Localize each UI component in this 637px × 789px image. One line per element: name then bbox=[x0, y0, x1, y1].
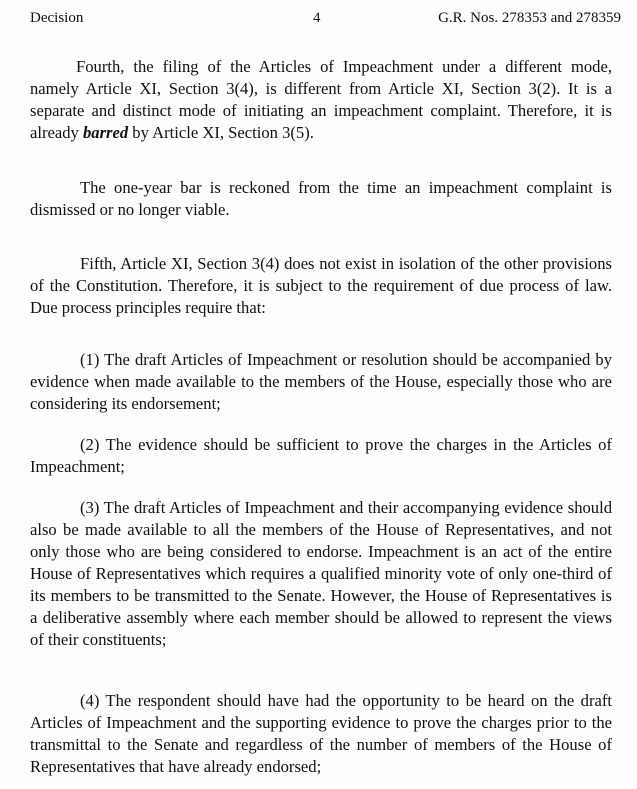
list-item-text: (4) The respondent should have had the opportunity to be heard on the draft Articles of Impeachment and the supporting evidence to prove the charges prior to the transmittal to the Senate and regardless of the number of members of the House of Representatives that have already endorsed; bbox=[30, 691, 612, 776]
header-decision-label: Decision bbox=[30, 10, 84, 26]
paragraph-text: The one-year bar is reckoned from the time an impeachment complaint is dismissed or no longer viable. bbox=[30, 178, 612, 219]
page-header bbox=[30, 10, 621, 30]
list-item-4 bbox=[30, 690, 612, 778]
paragraph-text-part: Fourth, the filing of the Articles of Impeachment under a different mode, namely Article XI, Section 3(4), is different from Article XI, Section 3(2). It is a separate and distinct mode of initiating an impeachment complaint. Therefore, it is already bbox=[30, 57, 612, 142]
header-page-number: 4 bbox=[313, 10, 321, 26]
paragraph-text bbox=[30, 56, 612, 144]
list-item-text: (3) The draft Articles of Impeachment and their accompanying evidence should also be made available to all the members of the House of Representatives, and not only those who are being considered to endorse. Impeachment is an act of the entire House of Representatives which requires a qualified minority vote of only one-third of its members to be transmitted to the Senate. However, the House of Representatives is a deliberative assembly where each member should be allowed to represent the views of their constituents; bbox=[30, 498, 612, 649]
emphasized-word: barred bbox=[82, 123, 129, 142]
paragraph-fourth bbox=[30, 56, 612, 144]
header-case-number: G.R. Nos. 278353 and 278359 bbox=[438, 10, 621, 26]
paragraph-one-year-bar bbox=[30, 177, 612, 221]
paragraph-fifth bbox=[30, 253, 612, 319]
list-item-text: (2) The evidence should be sufficient to prove the charges in the Articles of Impeachment; bbox=[30, 435, 612, 476]
paragraph-text: Fifth, Article XI, Section 3(4) does not exist in isolation of the other provisions of the Constitution. Therefore, it is subject to the requirement of due process of law. Due process principles require that: bbox=[30, 254, 612, 317]
paragraph-text-part: by Article XI, Section 3(5). bbox=[128, 123, 314, 142]
list-item-3 bbox=[30, 497, 612, 651]
list-item-2 bbox=[30, 434, 612, 478]
list-item-1 bbox=[30, 349, 612, 415]
list-item-text: (1) The draft Articles of Impeachment or resolution should be accompanied by evidence when made available to the members of the House, especially those who are considering its endorsement; bbox=[30, 350, 612, 413]
